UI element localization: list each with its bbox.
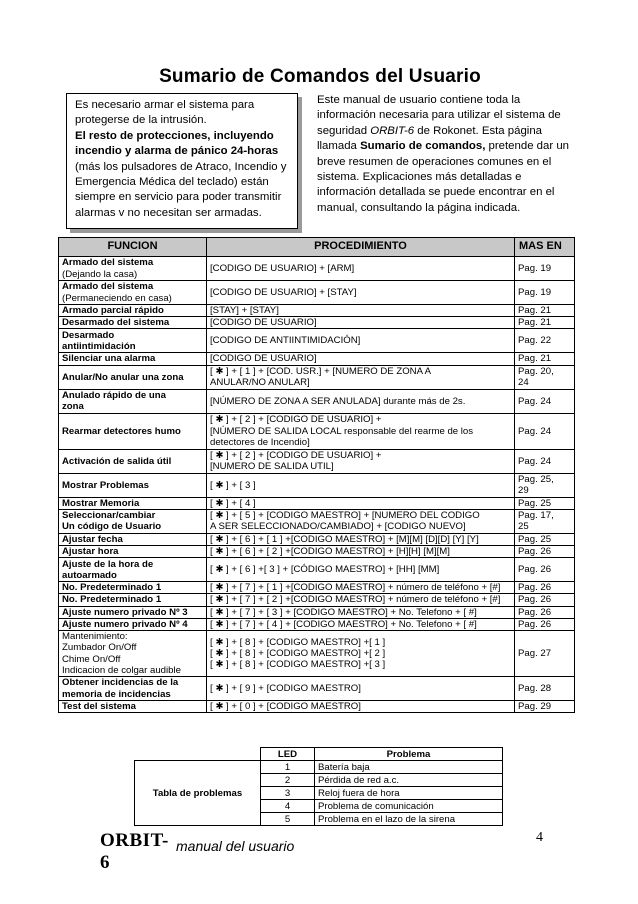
trouble-table-label: Tabla de problemas bbox=[135, 761, 261, 826]
table-row bbox=[59, 413, 575, 449]
row-procedure: [CODIGO DE USUARIO] bbox=[207, 317, 515, 329]
intro-bold: Sumario de comandos, bbox=[360, 140, 486, 153]
table-row bbox=[59, 353, 575, 365]
row-procedure: [CODIGO DE USUARIO] + [STAY] bbox=[207, 281, 515, 305]
row-page-ref: Pag. 22 bbox=[515, 329, 575, 353]
table-row bbox=[59, 281, 575, 305]
row-procedure: [ ✱ ] + [ 7 ] + [ 3 ] + [CODIGO MAESTRO] + No. Telefono + [ #] bbox=[207, 606, 515, 618]
row-page-ref: Pag. 26 bbox=[515, 582, 575, 594]
row-procedure: [ ✱ ] + [ 2 ] + [CODIGO DE USUARIO] + [NUMERO DE SALIDA UTIL] bbox=[207, 449, 515, 473]
arming-note-box bbox=[66, 93, 298, 229]
intro-text-a: Este manual de usuario contiene toda la información necesaria para utilizar el sistema de seguridad bbox=[317, 94, 561, 137]
header-funcion: FUNCION bbox=[59, 238, 207, 257]
row-function-title: Armado del sistema bbox=[62, 281, 154, 293]
page-title: Sumario de Comandos del Usuario bbox=[159, 66, 481, 87]
trouble-led: 4 bbox=[261, 800, 315, 813]
row-function: Anulado rápido de una zona bbox=[59, 389, 207, 413]
commands-table-body bbox=[59, 257, 575, 713]
trouble-header-row bbox=[135, 748, 503, 761]
table-row bbox=[59, 473, 575, 497]
row-function bbox=[59, 281, 207, 305]
orbit-logo bbox=[100, 830, 174, 873]
row-page-ref: Pag. 26 bbox=[515, 618, 575, 630]
row-page-ref: Pag. 25, 29 bbox=[515, 473, 575, 497]
table-row bbox=[59, 449, 575, 473]
row-function: Mantenimiento: Zumbador On/Off Chime On/Off Indicacion de colgar audible bbox=[59, 631, 207, 677]
row-procedure: [ ✱ ] + [ 9 ] + [CODIGO MAESTRO] bbox=[207, 677, 515, 701]
row-procedure: [CODIGO DE USUARIO] + [ARM] bbox=[207, 257, 515, 281]
row-function: Ajustar fecha bbox=[59, 533, 207, 545]
table-row bbox=[59, 631, 575, 677]
trouble-led: 2 bbox=[261, 774, 315, 787]
row-function: Ajuste numero privado Nº 3 bbox=[59, 606, 207, 618]
row-function: Seleccionar/cambiar Un código de Usuario bbox=[59, 509, 207, 533]
table-row bbox=[59, 582, 575, 594]
trouble-problem: Batería baja bbox=[315, 761, 503, 774]
trouble-row bbox=[135, 761, 503, 774]
table-row bbox=[59, 257, 575, 281]
row-page-ref: Pag. 17, 25 bbox=[515, 509, 575, 533]
row-page-ref: Pag. 24 bbox=[515, 449, 575, 473]
row-procedure: [ ✱ ] + [ 4 ] bbox=[207, 497, 515, 509]
row-function: Ajuste de la hora de autoarmado bbox=[59, 558, 207, 582]
row-procedure: [ ✱ ] + [ 8 ] + [CODIGO MAESTRO] +[ 1 ] [ ✱ ] + [ 8 ] + [CODIGO MAESTRO] +[ 2 ] [ ✱ ] + [ 8 ] + [CODIGO MAESTRO] +[ 3 ] bbox=[207, 631, 515, 677]
table-row bbox=[59, 365, 575, 389]
row-function: Rearmar detectores humo bbox=[59, 413, 207, 449]
row-function: Mostrar Problemas bbox=[59, 473, 207, 497]
row-function: Ajustar hora bbox=[59, 546, 207, 558]
table-row bbox=[59, 329, 575, 353]
header-procedimiento: PROCEDIMIENTO bbox=[207, 238, 515, 257]
row-page-ref: Pag. 27 bbox=[515, 631, 575, 677]
row-function: No. Predeterminado 1 bbox=[59, 582, 207, 594]
trouble-problem: Problema de comunicación bbox=[315, 800, 503, 813]
row-function-sub: (Dejando la casa) bbox=[62, 268, 138, 280]
row-procedure: [ ✱ ] + [ 5 ] + [CODIGO MAESTRO] + [NUMERO DEL CODIGO A SER SELECCIONADO/CAMBIADO] + [CODIGO NUEVO] bbox=[207, 509, 515, 533]
trouble-table bbox=[134, 747, 503, 826]
row-page-ref: Pag. 26 bbox=[515, 558, 575, 582]
row-procedure: [ ✱ ] + [ 7 ] + [ 1 ] +[CODIGO MAESTRO] + número de teléfono + [#] bbox=[207, 582, 515, 594]
row-procedure: [ ✱ ] + [ 2 ] + [CODIGO DE USUARIO] + [NÚMERO DE SALIDA LOCAL responsable del rearme de los detectores de Incendio] bbox=[207, 413, 515, 449]
trouble-problem: Reloj fuera de hora bbox=[315, 787, 503, 800]
row-page-ref: Pag. 21 bbox=[515, 305, 575, 317]
trouble-header-blank bbox=[135, 748, 261, 761]
row-function: Ajuste numero privado Nº 4 bbox=[59, 618, 207, 630]
row-procedure: [ ✱ ] + [ 3 ] bbox=[207, 473, 515, 497]
trouble-header-problem: Problema bbox=[315, 748, 503, 761]
header-mas-en: MAS EN bbox=[515, 238, 575, 257]
trouble-led: 5 bbox=[261, 813, 315, 826]
row-page-ref: Pag. 21 bbox=[515, 317, 575, 329]
row-procedure: [ ✱ ] + [ 0 ] + [CODIGO MAESTRO] bbox=[207, 701, 515, 713]
row-function: Obtener incidencias de la memoria de incidencias bbox=[59, 677, 207, 701]
trouble-led: 3 bbox=[261, 787, 315, 800]
intro-text-b: de Rokonet. Esta página llamada bbox=[317, 124, 543, 153]
row-page-ref: Pag. 28 bbox=[515, 677, 575, 701]
table-row bbox=[59, 618, 575, 630]
row-function-title: Armado del sistema bbox=[62, 257, 154, 269]
row-function: Test del sistema bbox=[59, 701, 207, 713]
row-function bbox=[59, 257, 207, 281]
table-row bbox=[59, 546, 575, 558]
row-page-ref: Pag. 26 bbox=[515, 594, 575, 606]
row-function: Armado parcial rápido bbox=[59, 305, 207, 317]
arming-note-bold: El resto de protecciones, incluyendo incendio y alarma de pánico 24-horas bbox=[75, 129, 279, 158]
row-function-sub: (Permaneciendo en casa) bbox=[62, 292, 172, 304]
row-page-ref: Pag. 29 bbox=[515, 701, 575, 713]
row-function: Activación de salida útil bbox=[59, 449, 207, 473]
row-page-ref: Pag. 19 bbox=[515, 281, 575, 305]
row-page-ref: Pag. 25 bbox=[515, 533, 575, 545]
table-row bbox=[59, 317, 575, 329]
row-function: Desarmado del sistema bbox=[59, 317, 207, 329]
trouble-header-led: LED bbox=[261, 748, 315, 761]
row-page-ref: Pag. 21 bbox=[515, 353, 575, 365]
row-page-ref: Pag. 20, 24 bbox=[515, 365, 575, 389]
trouble-problem: Pérdida de red a.c. bbox=[315, 774, 503, 787]
row-page-ref: Pag. 24 bbox=[515, 389, 575, 413]
table-row bbox=[59, 509, 575, 533]
arming-note-text: Es necesario armar el sistema para protegerse de la intrusión. bbox=[75, 99, 255, 127]
table-row bbox=[59, 305, 575, 317]
row-procedure: [STAY] + [STAY] bbox=[207, 305, 515, 317]
row-procedure: [ ✱ ] + [ 6 ] + [ 2 ] +[CODIGO MAESTRO] + [H][H] [M][M] bbox=[207, 546, 515, 558]
page-number: 4 bbox=[536, 830, 543, 845]
intro-product: ORBIT-6 bbox=[370, 124, 415, 137]
commands-table bbox=[58, 237, 575, 713]
row-procedure: [NÚMERO DE ZONA A SER ANULADA] durante más de 2s. bbox=[207, 389, 515, 413]
row-function: No. Predeterminado 1 bbox=[59, 594, 207, 606]
intro-text-c: pretende dar un breve resumen de operaciones comunes en el sistema. Explicaciones más detalladas e información detallada se puede encontrar en el manual, consultando la página indicada. bbox=[317, 140, 569, 214]
row-procedure: [ ✱ ] + [ 7 ] + [ 4 ] + [CODIGO MAESTRO] + No. Telefono + [ #] bbox=[207, 618, 515, 630]
trouble-problem: Problema en el lazo de la sirena bbox=[315, 813, 503, 826]
row-procedure: [ ✱ ] + [ 7 ] + [ 2 ] +[CODIGO MAESTRO] + número de teléfono + [#] bbox=[207, 594, 515, 606]
footer-text: manual del usuario bbox=[176, 838, 295, 854]
row-function: Silenciar una alarma bbox=[59, 353, 207, 365]
row-procedure: [ ✱ ] + [ 6 ] +[ 3 ] + [CÓDIGO MAESTRO] + [HH] [MM] bbox=[207, 558, 515, 582]
orbit-logo-text: ORBIT-6 bbox=[100, 830, 169, 873]
intro-paragraph bbox=[317, 93, 577, 216]
row-page-ref: Pag. 26 bbox=[515, 606, 575, 618]
row-page-ref: Pag. 19 bbox=[515, 257, 575, 281]
row-function: Desarmado antiintimidación bbox=[59, 329, 207, 353]
table-row bbox=[59, 701, 575, 713]
trouble-led: 1 bbox=[261, 761, 315, 774]
row-procedure: [ ✱ ] + [ 1 ] + [COD. USR.] + [NUMERO DE ZONA A ANULAR/NO ANULAR] bbox=[207, 365, 515, 389]
table-row bbox=[59, 558, 575, 582]
table-row bbox=[59, 594, 575, 606]
table-row bbox=[59, 389, 575, 413]
row-page-ref: Pag. 26 bbox=[515, 546, 575, 558]
commands-table-header bbox=[59, 238, 575, 257]
arming-note-rest: (más los pulsadores de Atraco, Incendio y Emergencia Médica del teclado) están siempre en servicio para poder transmitir alarmas v no necesitan ser armadas. bbox=[75, 160, 287, 219]
row-procedure: [ ✱ ] + [ 6 ] + [ 1 ] +[CODIGO MAESTRO] + [M][M] [D][D] [Y] [Y] bbox=[207, 533, 515, 545]
row-function: Mostrar Memoria bbox=[59, 497, 207, 509]
row-page-ref: Pag. 24 bbox=[515, 413, 575, 449]
trouble-table-body bbox=[135, 748, 503, 826]
table-row bbox=[59, 533, 575, 545]
table-row bbox=[59, 497, 575, 509]
row-procedure: [CODIGO DE USUARIO] bbox=[207, 353, 515, 365]
table-row bbox=[59, 606, 575, 618]
row-page-ref: Pag. 25 bbox=[515, 497, 575, 509]
table-row bbox=[59, 677, 575, 701]
row-function: Anular/No anular una zona bbox=[59, 365, 207, 389]
row-procedure: [CODIGO DE ANTIINTIMIDACIÓN] bbox=[207, 329, 515, 353]
